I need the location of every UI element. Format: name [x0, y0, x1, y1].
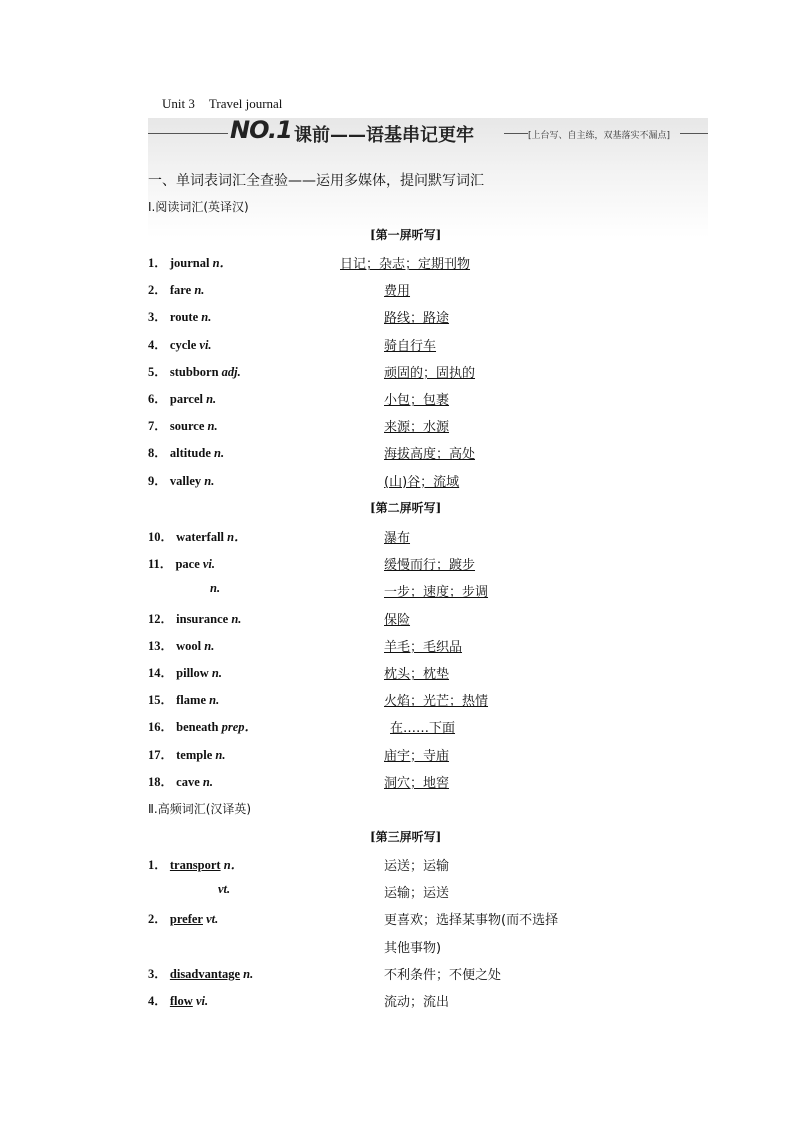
vocab-term: [148, 554, 215, 572]
banner-title: 课前——语基串记更牢: [294, 125, 474, 146]
vocab-pos: adj.: [218, 364, 241, 379]
vocab-term: [148, 636, 214, 654]
vocab-word: route: [169, 310, 199, 325]
vocab-term: [148, 471, 214, 489]
vocab-pos: n.: [191, 283, 205, 298]
vocab-pos: n．: [220, 858, 244, 872]
vocab-term: [148, 663, 222, 681]
vocab-pos: n.: [204, 419, 218, 434]
vocab-pos: n.: [210, 446, 225, 461]
vocab-meaning: 路线；路途: [384, 311, 450, 327]
vocab-term: [148, 991, 208, 1009]
vocab-row: [148, 937, 708, 961]
unit-name: Travel journal: [208, 96, 283, 111]
vocab-term: [148, 690, 219, 708]
vocab-term: [148, 307, 211, 325]
vocab-word: cave: [176, 774, 200, 789]
vocab-meaning: 顽固的；固执的: [384, 365, 476, 381]
vocab-number: 18．: [148, 774, 177, 789]
vocab-pos: vi.: [196, 337, 212, 352]
vocab-meaning: (山)谷；流域: [384, 474, 460, 490]
vocab-word: valley: [169, 473, 202, 488]
vocab-number: 4．: [148, 994, 170, 1008]
vocab-pos: n.: [201, 473, 215, 488]
vocab-number: 6．: [148, 392, 170, 406]
vocab-word: wool: [176, 638, 202, 653]
vocab-word: prefer: [169, 912, 203, 927]
vocab-number: 14．: [148, 666, 177, 680]
vocab-row: [148, 280, 708, 304]
vocab-pos: vi.: [199, 557, 216, 572]
vocab-number: 17．: [148, 747, 177, 762]
vocab-term: [148, 389, 216, 407]
vocab-term: [148, 717, 257, 735]
vocab-word: flow: [169, 994, 193, 1008]
vocab-word: pillow: [176, 666, 209, 680]
vocab-word: disadvantage: [169, 966, 241, 981]
vocab-number: 3．: [148, 966, 170, 981]
vocab-number: 12．: [148, 611, 177, 626]
vocab-row: [148, 717, 708, 741]
vocab-pos: n.: [240, 966, 254, 981]
vocab-pos: prep．: [218, 720, 258, 735]
vocab-meaning: 火焰；光芒；热情: [384, 694, 489, 710]
vocab-word: cycle: [169, 337, 197, 352]
vocab-word: beneath: [176, 720, 219, 735]
vocab-row: [148, 636, 708, 660]
vocab-row: [148, 389, 708, 413]
vocab-word: altitude: [169, 446, 211, 461]
vocab-pos: vi.: [192, 994, 209, 1008]
vocab-row: [148, 307, 708, 331]
vocab-row: [148, 882, 708, 906]
vocab-row: [148, 663, 708, 687]
subsection-reading: Ⅰ.阅读词汇(英译汉): [148, 200, 249, 214]
vocab-meaning: 运输；运送: [384, 886, 450, 902]
vocab-number: 3．: [148, 310, 170, 325]
vocab-term: [148, 416, 218, 434]
vocab-row: [148, 471, 708, 495]
vocab-number: 2．: [148, 912, 170, 927]
vocab-term: [148, 280, 204, 298]
vocab-word: temple: [176, 747, 213, 762]
section-title: 一、单词表词汇全查验——运用多媒体，提问默写词汇: [148, 173, 484, 189]
vocab-word: flame: [176, 693, 206, 708]
vocab-number: 9．: [148, 473, 170, 488]
dictation-label-1: [第一屏听写]: [370, 228, 442, 242]
vocab-meaning: 在……下面: [390, 721, 456, 737]
banner-number: NO.1: [230, 116, 292, 144]
vocab-meaning: 来源；水源: [384, 420, 450, 436]
vocab-word: insurance: [176, 611, 229, 626]
vocab-pos: n.: [210, 581, 221, 596]
vocab-meaning: 费用: [384, 284, 411, 300]
vocab-pos: vt.: [218, 882, 231, 897]
vocab-number: 13．: [148, 638, 177, 653]
vocab-number: 10．: [148, 530, 177, 544]
vocab-word: pace: [175, 557, 200, 572]
vocab-term: [148, 335, 212, 353]
vocab-meaning: 羊毛；毛织品: [384, 639, 463, 655]
vocab-word: fare: [169, 283, 192, 298]
vocab-number: 2．: [148, 283, 170, 298]
vocab-term: [148, 855, 243, 873]
vocab-meaning: 枕头；枕垫: [384, 667, 450, 682]
vocab-row: [148, 745, 708, 769]
vocab-pos: n.: [201, 638, 215, 653]
vocab-term: [148, 253, 232, 271]
vocab-row: [148, 772, 708, 796]
vocab-meaning: 洞穴；地窖: [384, 775, 450, 791]
vocab-word: journal: [169, 256, 210, 270]
vocab-row: [148, 362, 708, 386]
vocab-pos: n.: [199, 774, 213, 789]
vocab-pos: n.: [206, 693, 220, 708]
vocab-row: [148, 416, 708, 440]
vocab-number: 8．: [148, 446, 170, 461]
vocab-meaning: 一步；速度；步调: [384, 585, 489, 601]
vocab-term: [148, 909, 218, 927]
vocab-row: [148, 609, 708, 633]
vocab-word: transport: [169, 858, 221, 872]
vocab-term: [148, 772, 213, 790]
vocab-pos: n.: [228, 611, 242, 626]
vocab-word: source: [169, 419, 205, 434]
banner-rule-left: [148, 133, 228, 134]
vocab-meaning: 小包；包裹: [384, 393, 450, 408]
vocab-pos: n．: [209, 256, 233, 270]
vocab-word: stubborn: [169, 364, 219, 379]
vocab-term: [148, 964, 253, 982]
vocab-row: [148, 527, 708, 551]
vocab-meaning: 缓慢而行；踱步: [384, 558, 476, 574]
vocab-meaning: 海拔高度；高处: [384, 447, 476, 463]
vocab-number: 15．: [148, 693, 177, 708]
vocab-row: [148, 909, 708, 933]
dictation-label-3: [第三屏听写]: [370, 830, 442, 844]
vocab-pos: n.: [212, 747, 226, 762]
vocab-term: [148, 527, 247, 545]
vocab-meaning: 流动；流出: [384, 995, 450, 1010]
vocab-pos: n.: [198, 310, 212, 325]
vocab-meaning: 骑自行车: [384, 338, 437, 354]
vocab-term: [148, 443, 224, 461]
vocab-meaning: 保险: [384, 612, 411, 628]
unit-heading: [162, 96, 282, 112]
vocab-meaning: 不利条件；不便之处: [384, 967, 502, 983]
vocab-row: [148, 690, 708, 714]
banner-rule-right: [680, 133, 708, 134]
banner-rule-mid: [504, 133, 528, 134]
vocab-number: 7．: [148, 419, 170, 434]
vocab-row: [148, 443, 708, 467]
vocab-pos: n.: [208, 666, 222, 680]
vocab-term: [148, 609, 241, 627]
banner-note: [上台写、自主练，双基落实不漏点]: [528, 131, 671, 141]
vocab-pos: vt.: [202, 912, 219, 927]
vocab-meaning: 运送；运输: [384, 859, 450, 874]
vocab-row: [148, 253, 708, 277]
vocab-pos: n.: [202, 392, 217, 406]
vocab-term: [148, 362, 241, 380]
vocab-meaning: 瀑布: [384, 531, 411, 546]
vocab-row: [148, 581, 708, 605]
vocab-row: [148, 855, 708, 879]
vocab-term: [148, 745, 225, 763]
vocab-number: 1．: [148, 256, 170, 270]
vocab-word: waterfall: [176, 530, 225, 544]
dictation-label-2: [第二屏听写]: [370, 501, 442, 515]
vocab-meaning: 庙宇；寺庙: [384, 748, 450, 764]
vocab-row: [148, 554, 708, 578]
vocab-number: 5．: [148, 364, 170, 379]
vocab-number: 4．: [148, 337, 170, 352]
vocab-number: 11．: [148, 557, 176, 572]
unit-label: Unit 3: [162, 96, 195, 111]
vocab-row: [148, 335, 708, 359]
vocab-row: [148, 991, 708, 1015]
vocab-meaning: 更喜欢；选择某事物(而不选择: [384, 913, 559, 929]
vocab-meaning: 其他事物): [384, 940, 442, 956]
vocab-pos: n．: [224, 530, 247, 544]
vocab-number: 16．: [148, 720, 177, 735]
subsection-frequent: Ⅱ.高频词汇(汉译英): [148, 802, 252, 816]
vocab-number: 1．: [148, 858, 170, 872]
vocab-row: [148, 964, 708, 988]
vocab-word: parcel: [169, 392, 203, 406]
vocab-meaning: 日记；杂志；定期刊物: [340, 257, 471, 272]
